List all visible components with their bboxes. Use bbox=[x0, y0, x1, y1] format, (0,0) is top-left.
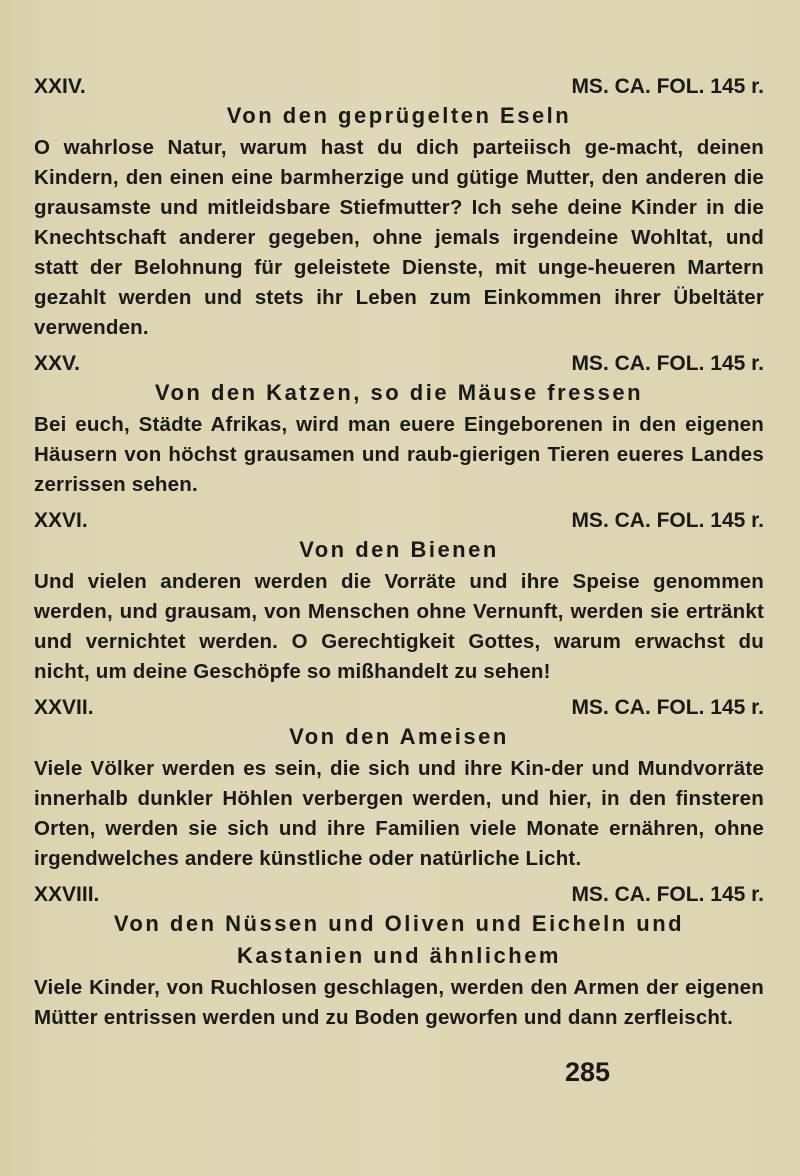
section-numeral: XXIV. bbox=[34, 75, 86, 98]
manuscript-reference: MS. CA. FOL. 145 r. bbox=[571, 509, 764, 532]
page-number: 285 bbox=[565, 1057, 611, 1087]
section-numeral: XXVI. bbox=[34, 509, 88, 532]
section-header bbox=[34, 506, 764, 535]
section-header bbox=[34, 880, 764, 909]
section-title-line2: Kastanien und ähnlichem bbox=[237, 943, 561, 968]
manuscript-reference: MS. CA. FOL. 145 r. bbox=[571, 75, 764, 98]
section-numeral: XXVII. bbox=[34, 696, 94, 719]
section-body: O wahrlose Natur, warum hast du dich parteiisch ge-macht, deinen Kindern, den einen eine barmherzige und gütige Mutter, den anderen die grausamste und mitleidsbare Stiefmutter? Ich sehe deine Kinder in die Knechtschaft anderer gegeben, ohne jemals irgendeine Wohltat, und statt der Belohnung für geleistete Dienste, mit unge-heueren Martern gezahlt werden und stets ihr Leben zum Einkommen ihrer Übeltäter verwenden. bbox=[34, 136, 764, 339]
section-title: Von den Katzen, so die Mäuse fressen bbox=[154, 380, 644, 405]
section-body: Viele Völker werden es sein, die sich und ihre Kin-der und Mundvorräte innerhalb dunkler Höhlen verbergen werden, und hier, in den finsteren Orten, werden sie sich und ihre Familien viele Monate ernähren, ohne irgendwelches andere künstliche oder natürliche Licht. bbox=[34, 757, 764, 870]
section-title: Von den Ameisen bbox=[289, 724, 509, 749]
section-body: Bei euch, Städte Afrikas, wird man euere Eingeborenen in den eigenen Häusern von höchst grausamen und raub-gierigen Tieren eueres Landes zerrissen sehen. bbox=[34, 413, 764, 496]
section-header bbox=[34, 72, 764, 101]
section-header bbox=[34, 349, 764, 378]
section-body: Und vielen anderen werden die Vorräte und ihre Speise genommen werden, und grausam, von Menschen ohne Vernunft, werden sie ertränkt und vernichtet werden. O Gerechtigkeit Gottes, warum erwachst du nicht, um deine Geschöpfe so mißhandelt zu sehen! bbox=[34, 570, 764, 683]
section-title: Von den Bienen bbox=[299, 537, 499, 562]
section-numeral: XXV. bbox=[34, 352, 80, 375]
section-numeral: XXVIII. bbox=[34, 883, 100, 906]
manuscript-reference: MS. CA. FOL. 145 r. bbox=[571, 696, 764, 719]
manuscript-reference: MS. CA. FOL. 145 r. bbox=[571, 883, 764, 906]
manuscript-reference: MS. CA. FOL. 145 r. bbox=[571, 352, 764, 375]
section-body: Viele Kinder, von Ruchlosen geschlagen, werden den Armen der eigenen Mütter entrissen werden und zu Boden geworfen und dann zerfleischt. bbox=[34, 976, 764, 1029]
section-header bbox=[34, 693, 764, 722]
text-block bbox=[34, 72, 764, 1039]
section-title: Von den geprügelten Eseln bbox=[226, 103, 572, 128]
section-title: Von den Nüssen und Oliven und Eicheln und bbox=[113, 911, 685, 936]
